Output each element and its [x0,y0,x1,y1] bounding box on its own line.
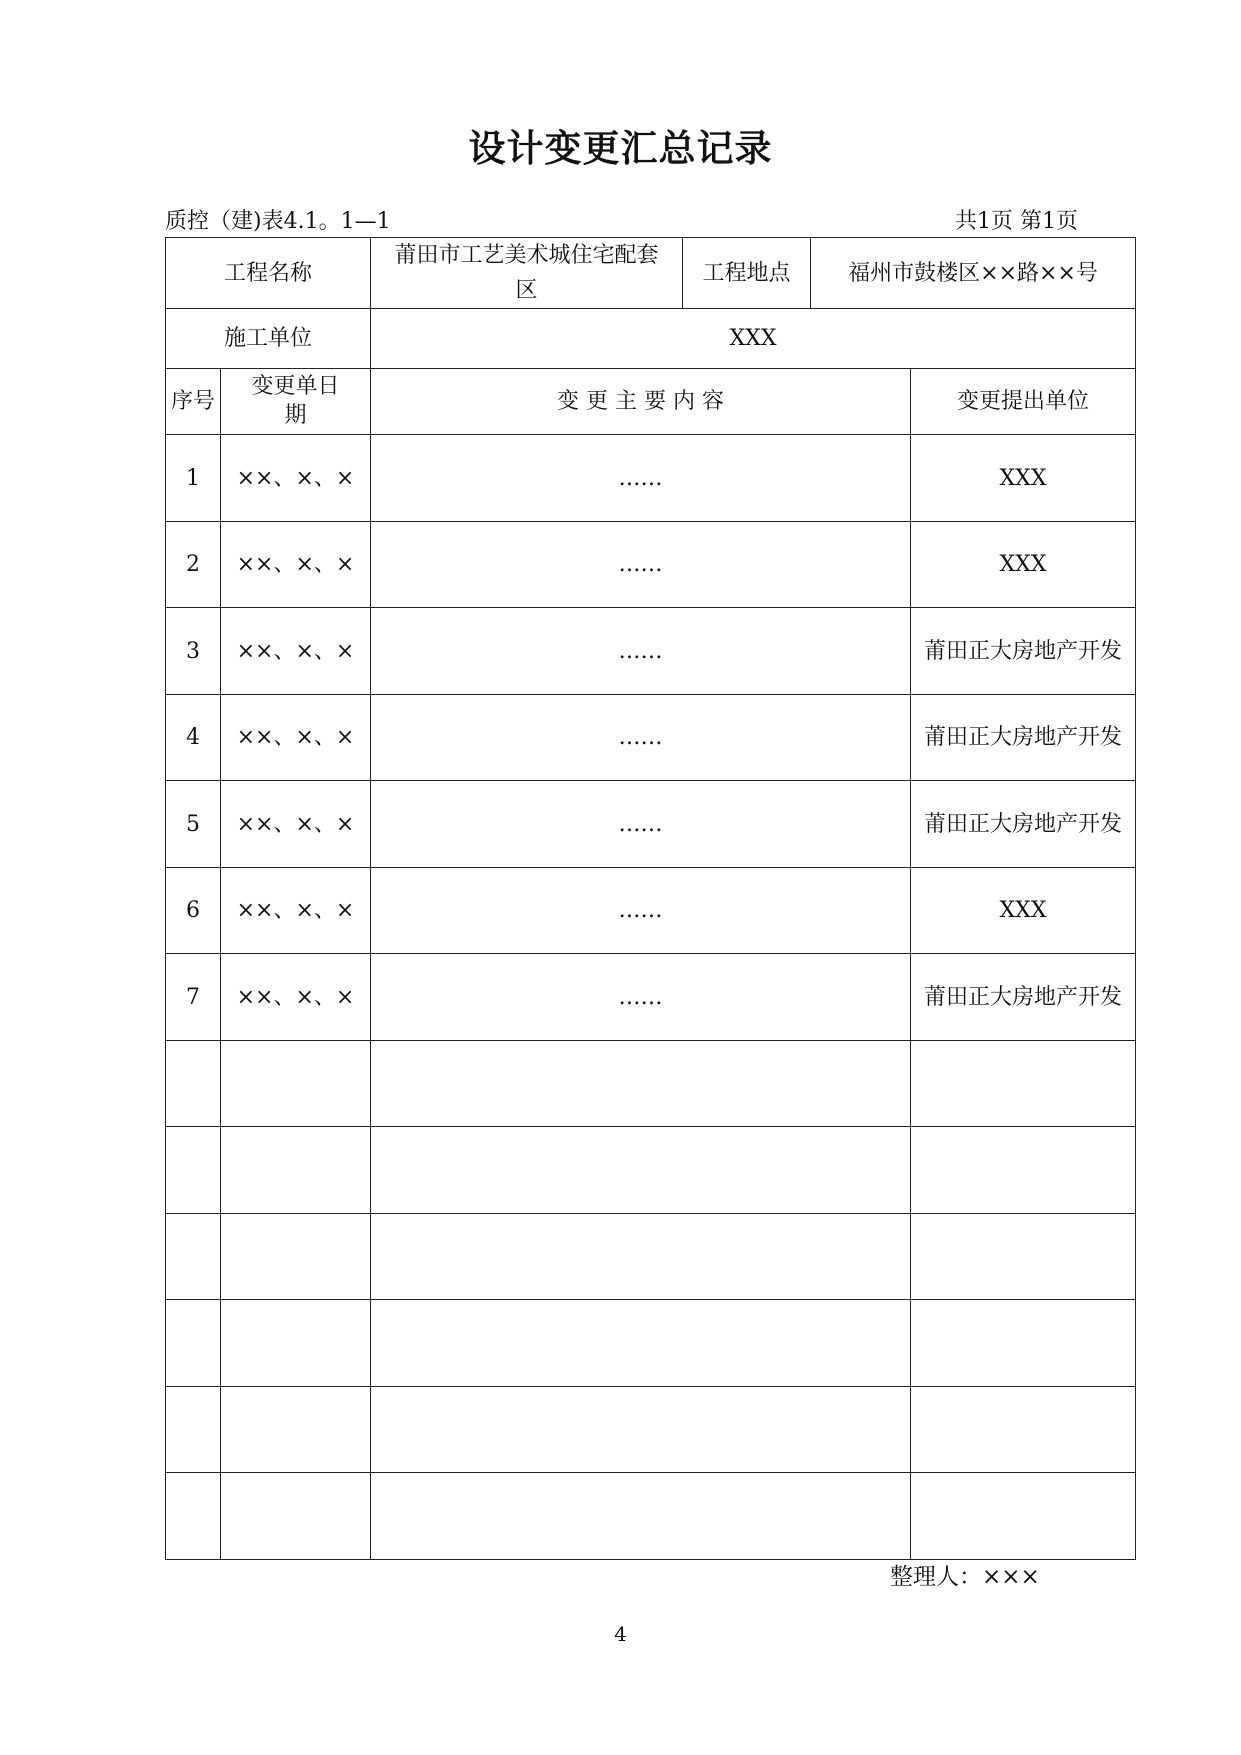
row-date: ××、×、× [221,435,371,522]
table-row [166,781,1136,868]
row-org [911,1213,1136,1300]
header-seq: 序号 [166,369,221,435]
project-name-value: 莆田市工艺美术城住宅配套区 [371,238,683,309]
row-date [221,1386,371,1473]
table-row [166,954,1136,1041]
row-seq: 7 [166,954,221,1041]
header-content: 变 更 主 要 内 容 [371,369,911,435]
row-org [911,1300,1136,1387]
table-row [166,1127,1136,1214]
table-row [166,435,1136,522]
row-content: …… [371,781,911,868]
builder-row [166,309,1136,369]
row-date: ××、×、× [221,781,371,868]
project-location-label: 工程地点 [683,238,811,309]
row-content: …… [371,694,911,781]
page-number: 4 [614,1622,627,1646]
row-content [371,1300,911,1387]
row-seq: 4 [166,694,221,781]
row-seq [166,1213,221,1300]
page-title: 设计变更汇总记录 [468,127,773,170]
summary-table [165,237,1136,1560]
row-seq [166,1386,221,1473]
row-seq: 6 [166,867,221,954]
row-org: 莆田正大房地产开发 [911,608,1136,695]
table-row [166,1300,1136,1387]
row-content [371,1213,911,1300]
row-content: …… [371,435,911,522]
row-seq: 3 [166,608,221,695]
row-content: …… [371,867,911,954]
row-content [371,1386,911,1473]
row-org [911,1386,1136,1473]
row-content: …… [371,954,911,1041]
row-seq [166,1040,221,1127]
header-row [166,369,1136,435]
table-row [166,694,1136,781]
row-seq: 2 [166,521,221,608]
row-date [221,1127,371,1214]
table-row [166,608,1136,695]
row-org [911,1040,1136,1127]
row-date [221,1213,371,1300]
row-org: XXX [911,435,1136,522]
row-date: ××、×、× [221,608,371,695]
table-row [166,1386,1136,1473]
table-row [166,867,1136,954]
row-date: ××、×、× [221,954,371,1041]
row-date: ××、×、× [221,867,371,954]
row-date: ××、×、× [221,521,371,608]
row-org: XXX [911,521,1136,608]
table-row [166,1213,1136,1300]
row-content: …… [371,521,911,608]
row-date [221,1040,371,1127]
row-org: 莆田正大房地产开发 [911,954,1136,1041]
row-seq: 5 [166,781,221,868]
project-name-row [166,238,1136,309]
project-location-value: 福州市鼓楼区××路××号 [811,238,1136,309]
signer: 整理人：××× [890,1564,1040,1590]
row-org [911,1127,1136,1214]
row-seq [166,1473,221,1560]
page-info: 共1页 第1页 [955,209,1078,234]
row-content: …… [371,608,911,695]
header-org: 变更提出单位 [911,369,1136,435]
row-org [911,1473,1136,1560]
project-name-label: 工程名称 [166,238,371,309]
builder-value: XXX [371,309,1136,369]
row-org: 莆田正大房地产开发 [911,781,1136,868]
table-row [166,1040,1136,1127]
row-seq [166,1127,221,1214]
row-org: XXX [911,867,1136,954]
row-seq [166,1300,221,1387]
row-date [221,1300,371,1387]
row-seq: 1 [166,435,221,522]
row-date: ××、×、× [221,694,371,781]
row-content [371,1040,911,1127]
table-body [166,435,1136,1560]
header-date: 变更单日 期 [221,369,371,435]
form-number: 质控（建)表4.1。1—1 [165,209,391,234]
table-row [166,521,1136,608]
row-org: 莆田正大房地产开发 [911,694,1136,781]
row-date [221,1473,371,1560]
row-content [371,1127,911,1214]
row-content [371,1473,911,1560]
builder-label: 施工单位 [166,309,371,369]
table-row [166,1473,1136,1560]
